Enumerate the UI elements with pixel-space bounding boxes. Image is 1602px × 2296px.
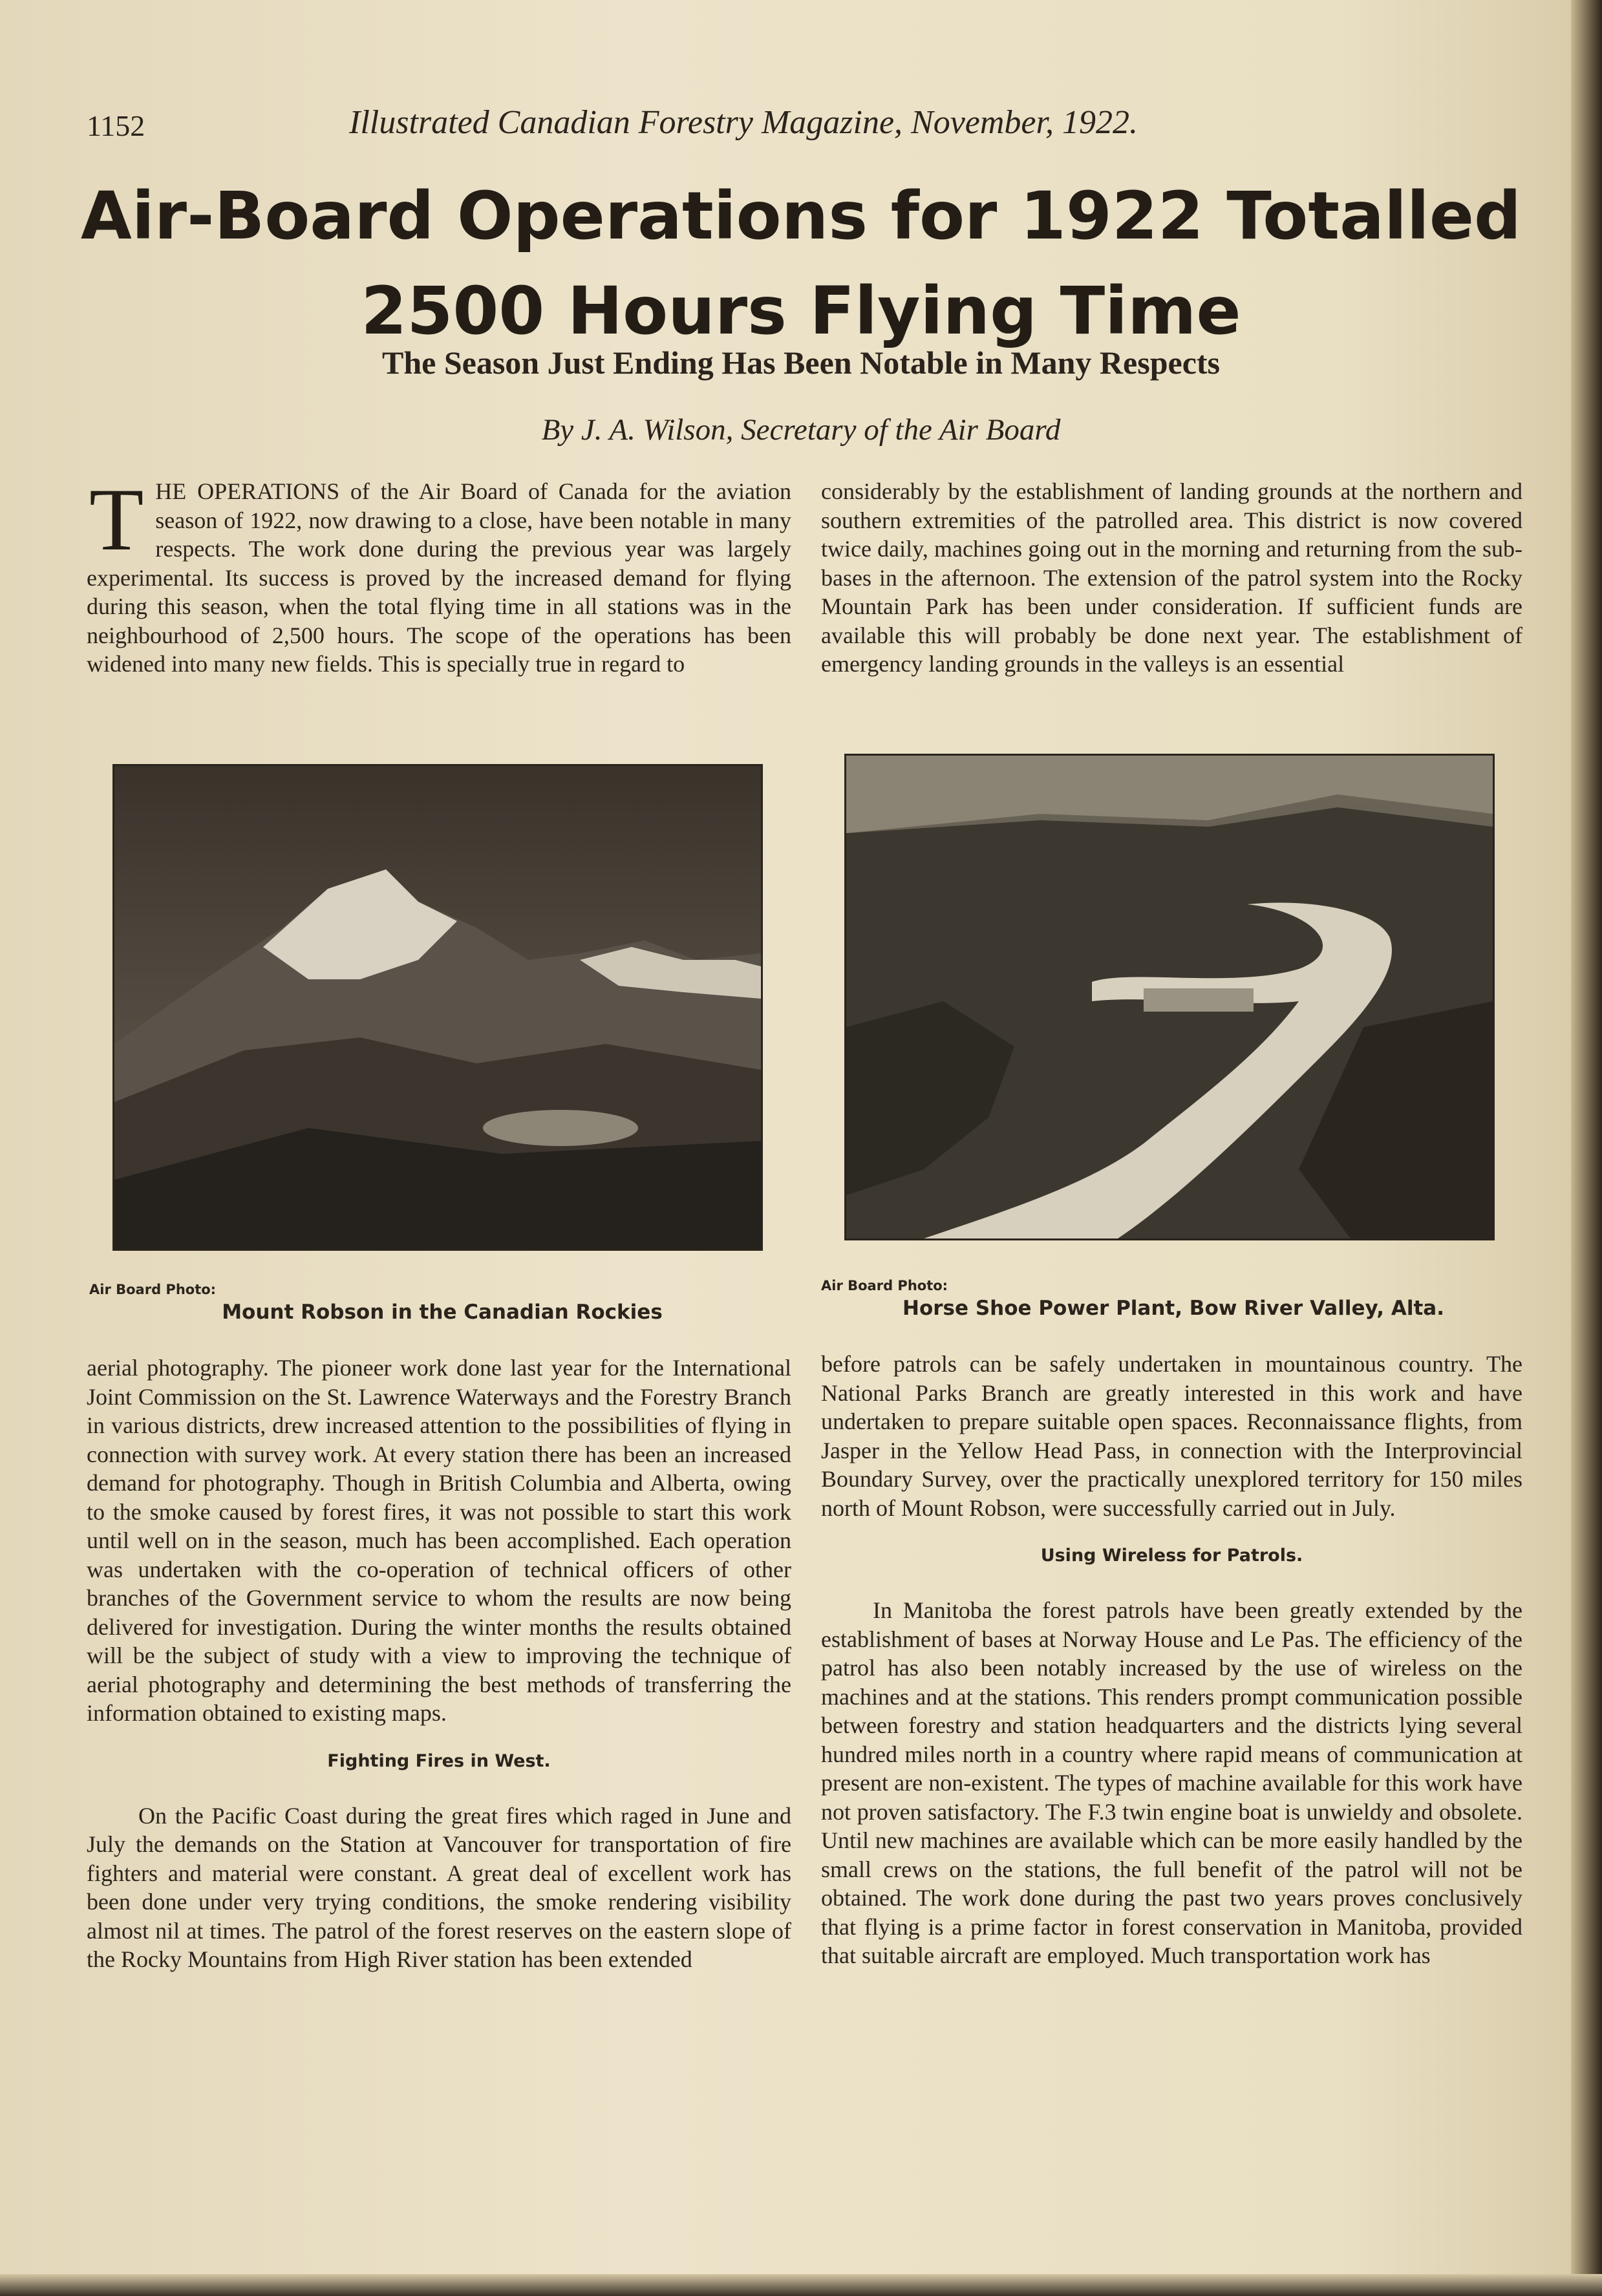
article-subtitle: The Season Just Ending Has Been Notable in Many Respects bbox=[382, 345, 1220, 381]
drop-cap: T bbox=[89, 470, 144, 569]
photo-1-caption: Mount Robson in the Canadian Rockies bbox=[222, 1301, 663, 1324]
heading-using-wireless: Using Wireless for Patrols. bbox=[1040, 1546, 1303, 1566]
photo-mount-robson bbox=[112, 764, 763, 1251]
paragraph-mountainous-country: before patrols can be safely undertaken in mountainous country. The National Parks Branch are greatly interested in this work and have undertaken to prepare suitable open spaces. Reconnaissance flights, from Jasper in the Yellow Head Pass, in connection with the Interprovincial Boundary Survey, over the practically unexplored territory for 150 miles north of Mount Robson, were successfully carried out in July. bbox=[821, 1351, 1522, 1521]
column-1-lower bbox=[87, 1354, 791, 1974]
page-bottom-edge bbox=[0, 2274, 1602, 2296]
headline-line-1: Air-Board Operations for 1922 Totalled bbox=[80, 178, 1522, 255]
column-2-upper bbox=[821, 477, 1522, 679]
column-2-top-paragraph: considerably by the establishment of landing grounds at the northern and southern extremities of the patrolled area. This district is now covered twice daily, machines going out in the morning and returning from the sub-bases in the afternoon. The extension of the patrol system into the Rocky Mountain Park has been under consideration. If sufficient funds are available this will probably be done next year. The establishment of emergency landing grounds in the valleys is an essential bbox=[821, 478, 1522, 677]
running-title: Illustrated Canadian Forestry Magazine, November, 1922. bbox=[349, 104, 1138, 141]
paragraph-manitoba: In Manitoba the forest patrols have been greatly extended by the establishment of bases at Norway House and Le Pas. The efficiency of the patrol has also been notably increased by the use of wireless on the machines and at the stations. This renders prompt communication possible between forestry and station headquarters and the districts lying several hundred miles north in a country where rapid means of communication at present are non-existent. The types of machine available for this work have not proven satisfactory. The F.3 twin engine boat is unwieldy and obsolete. Until new machines are available which can be more easily handled by the small crews on the stations, the full benefit of the patrol will not be obtained. The work done during the past two years proves conclusively that flying is a prime factor in forest conservation in Manitoba, provided that suitable aircraft are employed. Much transportation work has bbox=[821, 1597, 1522, 1968]
photo-horse-shoe-power-plant bbox=[844, 754, 1495, 1240]
paragraph-pacific-coast: On the Pacific Coast during the great fires which raged in June and July the demands on the Station at Vancouver for transportation of fire fighters and material were constant. A great deal of excellent work has been done under very trying conditions, the smoke rendering visibility almost nil at times. The patrol of the forest reserves on the eastern slope of the Rocky Mountains from High River station has been extended bbox=[87, 1802, 791, 1972]
mountain-photo-illustration bbox=[114, 766, 761, 1249]
article-headline bbox=[0, 169, 1602, 359]
page-number: 1152 bbox=[87, 109, 145, 142]
heading-fighting-fires: Fighting Fires in West. bbox=[327, 1750, 551, 1771]
photo-2-caption: Horse Shoe Power Plant, Bow River Valley, Alta. bbox=[902, 1297, 1444, 1320]
paragraph-aerial-photography: aerial photography. The pioneer work done last year for the International Joint Commission on the St. Lawrence Waterways and the Forestry Branch in various districts, drew increased attention to the possibilities of flying in connection with survey work. At every station there has been an increased demand for photography. Though in British Columbia and Alberta, owing to the smoke caused by forest fires, it was not possible to start this work until well on in the season, much has been accomplished. Each operation was undertaken with the co-operation of technical officers of other branches of the Government service to whom the results are now being delivered for investigation. During the winter months the results obtained will be the subject of study with a view to improving the technique of aerial photography and determining the best methods of transferring the information obtained to existing maps. bbox=[87, 1355, 791, 1726]
article-byline: By J. A. Wilson, Secretary of the Air Board bbox=[541, 413, 1061, 447]
intro-paragraph bbox=[87, 470, 791, 679]
column-2-lower bbox=[821, 1350, 1522, 1970]
intro-text: HE OPERATIONS of the Air Board of Canada for the aviation season of 1922, now drawing to a close, have been notable in many respects. The work done during the previous year was largely experimental. Its success is proved by the increased demand for flying during this season, when the total flying time in all stations was in the neighbourhood of 2,500 hours. The scope of the operations has been widened into many new fields. This is specially true in regard to bbox=[87, 478, 791, 677]
headline-line-2: 2500 Hours Flying Time bbox=[361, 272, 1241, 350]
river-valley-photo-illustration bbox=[846, 756, 1493, 1238]
photo-1-credit: Air Board Photo: bbox=[89, 1282, 217, 1297]
column-1-upper bbox=[87, 470, 791, 679]
photo-2-credit: Air Board Photo: bbox=[821, 1278, 948, 1293]
